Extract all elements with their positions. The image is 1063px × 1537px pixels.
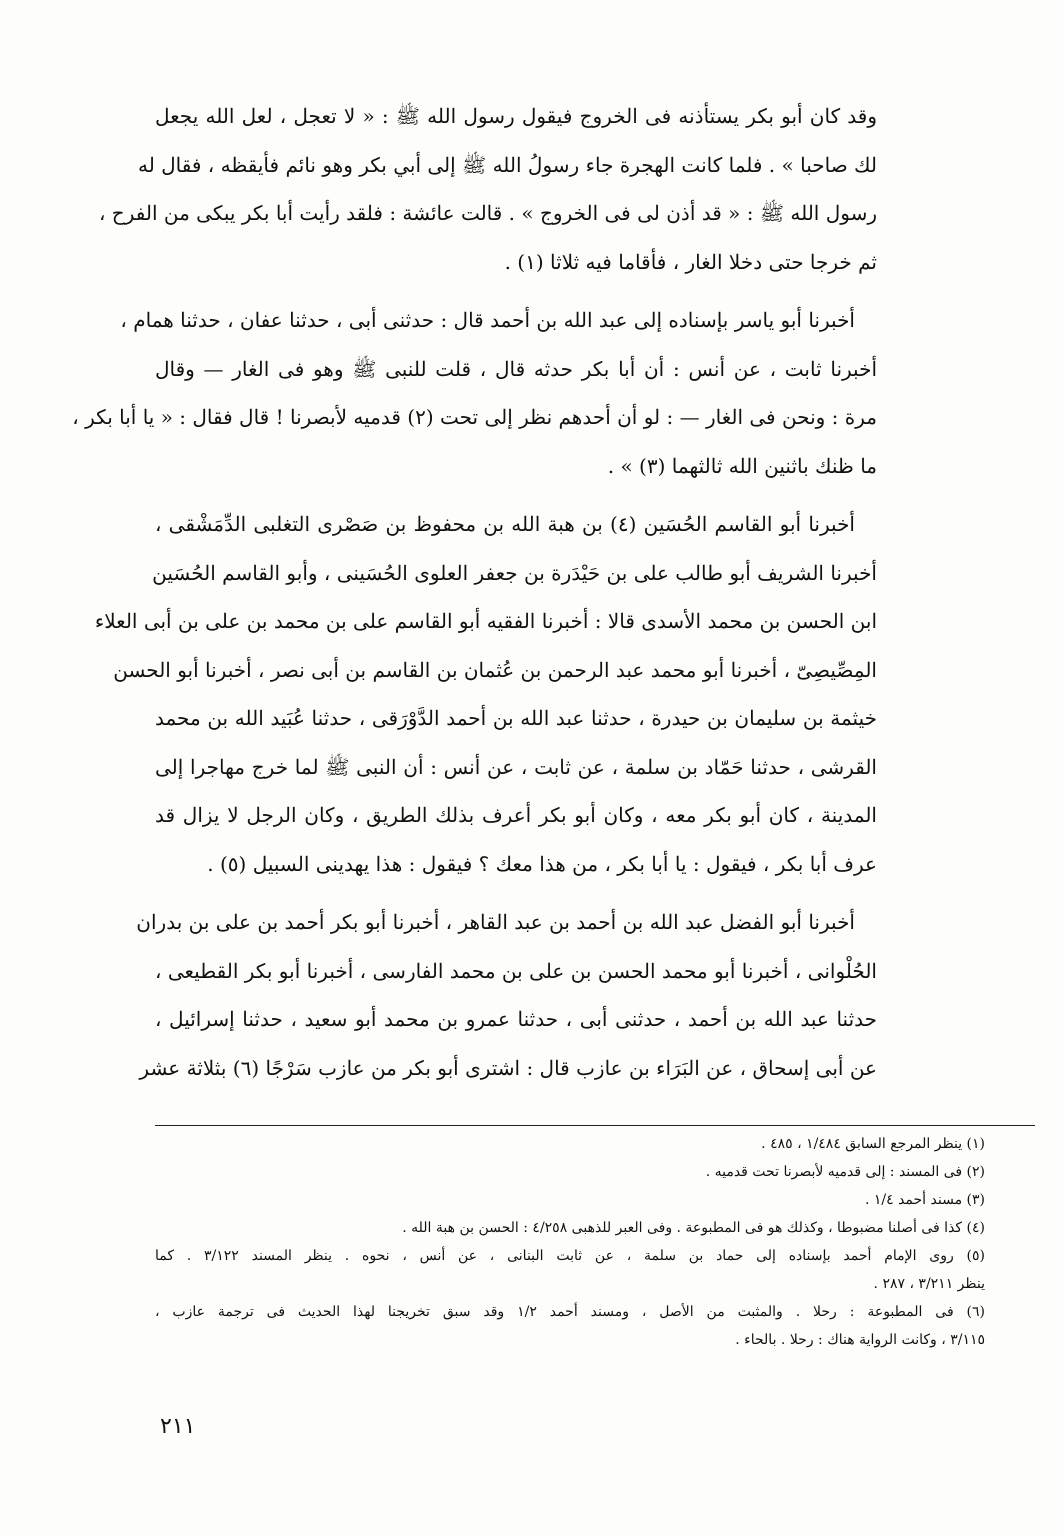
footnote-5-continued: ينظر ٣/٢١١ ، ٢٨٧ . [873,1276,985,1292]
text-line: أخبرنا الشريف أبو طالب على بن حَيْدَرة بن جعفر العلوى الحُسَينى ، وأبو القاسم الحُسَين [152,560,877,585]
footnote-divider [155,1125,1035,1126]
page-number: ٢١١ [160,1414,196,1439]
paragraph-2 [72,296,877,490]
footnote-6-continued: ٣/١١٥ ، وكانت الرواية هناك : رحلا . بالحاء . [735,1332,985,1348]
text-line: خيثمة بن سليمان بن حيدرة ، حدثنا عبد الله بن أحمد الدَّوْرَقى ، حدثنا عُبَيد الله بن محمد [155,706,877,730]
text-line: ثم خرجا حتى دخلا الغار ، فأقاما فيه ثلاثا (١) . [504,249,877,274]
footnotes [155,1130,985,1354]
text-line: أخبرنا ثابت ، عن أنس : أن أبا بكر حدثه قال ، قلت للنبى ﷺ وهو فى الغار — وقال [155,356,877,381]
text-line: أخبرنا أبو ياسر بإسناده إلى عبد الله بن أحمد قال : حدثنى أبى ، حدثنا عفان ، حدثنا همام ، [120,308,855,332]
footnote-4: (٤) كذا فى أصلنا مضبوطا ، وكذلك هو فى المطبوعة . وفى العبر للذهبى ٤/٢٥٨ : الحسن بن هبة الله . [402,1220,985,1236]
text-line: المِصِّيصِىّ ، أخبرنا أبو محمد عبد الرحمن بن عُثمان بن القاسم بن أبى نصر ، أخبرنا أبو الحسن [113,657,877,682]
footnote-6: (٦) فى المطبوعة : رحلا . والمثبت من الأصل ، ومسند أحمد ١/٢ وقد سبق تخريجنا لهذا الحديث فى ترجمة عازب ، [155,1304,986,1320]
text-line: المدينة ، كان أبو بكر معه ، وكان أبو بكر أعرف بذلك الطريق ، وكان الرجل لا يزال قد [155,803,877,827]
text-line: لك صاحبا » . فلما كانت الهجرة جاء رسولُ الله ﷺ إلى أبي بكر وهو نائم فأيقظه ، فقال له [137,152,877,177]
text-line: ما ظنك باثنين الله ثالثهما (٣) » . [607,453,877,478]
footnote-2: (٢) فى المسند : إلى قدميه لأبصرنا تحت قدميه . [705,1164,985,1180]
text-line: عن أبى إسحاق ، عن البَرَاء بن عازب قال : اشترى أبو بكر من عازب سَرْجًا (٦) بثلاثة عشر [139,1055,877,1080]
text-line: الحُلْوانى ، أخبرنا أبو محمد الحسن بن على بن محمد الفارسى ، أخبرنا أبو بكر القطيعى ، [155,958,877,983]
text-line: مرة : ونحن فى الغار — : لو أن أحدهم نظر إلى تحت (٢) قدميه لأبصرنا ! قال فقال : « يا أبا بكر ، [72,405,877,429]
text-line: أخبرنا أبو القاسم الحُسَين (٤) بن هبة الله بن محفوظ بن صَصْرى التغلبى الدِّمَشْقى ، [155,512,855,536]
main-text-block [72,92,877,1102]
text-line: حدثنا عبد الله بن أحمد ، حدثنى أبى ، حدثنا عمرو بن محمد أبو سعيد ، حدثنا إسرائيل ، [155,1007,877,1031]
text-line: عرف أبا بكر ، فيقول : يا أبا بكر ، من هذا معك ؟ فيقول : هذا يهدينى السبيل (٥) . [207,851,877,876]
text-line: أخبرنا أبو الفضل عبد الله بن أحمد بن عبد القاهر ، أخبرنا أبو بكر أحمد بن على بن بدران [136,910,855,934]
paragraph-1 [98,92,877,286]
text-line: رسول الله ﷺ : « قد أذن لى فى الخروج » . قالت عائشة : فلقد رأيت أبا بكر يبكى من الفرح ، [98,201,877,225]
text-line: القرشى ، حدثنا حَمّاد بن سلمة ، عن ثابت ، عن أنس : أن النبى ﷺ لما خرج مهاجرا إلى [155,754,877,779]
text-line: ابن الحسن بن محمد الأسدى قالا : أخبرنا الفقيه أبو القاسم على بن محمد بن على بن أبى العلاء [94,609,877,633]
paragraph-3 [94,500,877,888]
footnote-1: (١) ينظر المرجع السابق ١/٤٨٤ ، ٤٨٥ . [761,1136,985,1152]
text-line: وقد كان أبو بكر يستأذنه فى الخروج فيقول رسول الله ﷺ : « لا تعجل ، لعل الله يجعل [155,104,877,128]
paragraph-4 [136,898,877,1092]
footnote-5: (٥) روى الإمام أحمد بإسناده إلى حماد بن سلمة ، عن ثابت البنانى ، عن أنس ، نحوه . ينظر المسند ٣/١٢٢ . كما [155,1248,985,1264]
footnote-3: (٣) مسند أحمد ١/٤ . [864,1192,985,1208]
